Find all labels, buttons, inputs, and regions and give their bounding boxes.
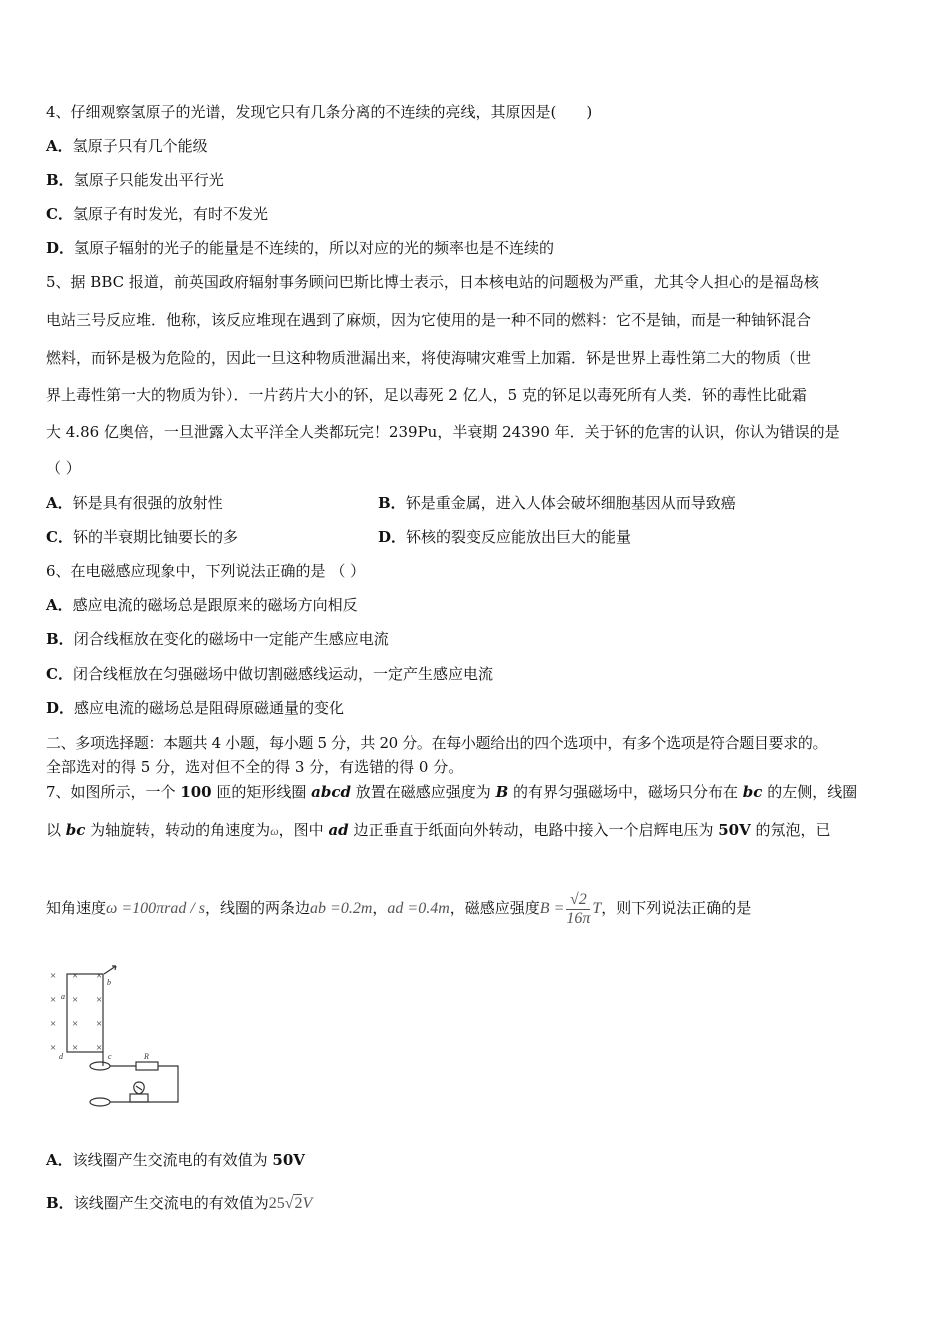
q5-stem-line: 界上毒性第一大的物质为钋）．一片药片大小的钚，足以毒死 2 亿人，5 克的钚足以毒死所有人类．钚的毒性比砒霜 [46, 386, 807, 404]
q5-stem-line: 5、据 BBC 报道，前英国政府辐射事务顾问巴斯比博士表示，日本核电站的问题极为严重，尤其令人担心的是福岛核 [46, 273, 819, 291]
q4-stem: 4、仔细观察氢原子的光谱，发现它只有几条分离的不连续的亮线，其原因是( ) [46, 103, 593, 121]
label-a: a [61, 992, 65, 1001]
svg-text:×: × [72, 1018, 79, 1030]
label-d: d [59, 1052, 63, 1061]
section2-note: 全部选对的得 5 分，选对但不全的得 3 分，有选错的得 0 分。 [46, 758, 464, 776]
omega-formula: ω =100πrad / s [106, 900, 206, 917]
q5-option-c: C．钚的半衰期比铀要长的多 [46, 528, 238, 546]
svg-text:×: × [72, 970, 79, 982]
q6-option-a: A．感应电流的磁场总是跟原来的磁场方向相反 [46, 596, 358, 614]
field-crosses [50, 970, 102, 1054]
q5-option-b: B．钚是重金属，进入人体会破坏细胞基因从而导致癌 [378, 494, 736, 512]
q6-option-c: C．闭合线框放在匀强磁场中做切割磁感线运动，一定产生感应电流 [46, 665, 493, 683]
q5-stem-line: 电站三号反应堆．他称，该反应堆现在遇到了麻烦，因为它使用的是一种不同的燃料：它不是铀，而是一种铀钚混合 [46, 311, 812, 329]
rotation-arrow [104, 966, 116, 974]
q6-stem: 6、在电磁感应现象中，下列说法正确的是 （ ） [46, 562, 366, 580]
q7-stem-line2: 以 bc 为轴旋转，转动的角速度为ω，图中 ad 边正垂直于纸面向外转动，电路中接入一个启辉电压为 50V 的氖泡，已 [46, 821, 831, 839]
slip-ring-bottom [90, 1098, 110, 1106]
q7-option-b: B．该线圈产生交流电的有效值为25√2V [46, 1194, 313, 1212]
q7-stem-line1: 7、如图所示，一个 100 匝的矩形线圈 abcd 放置在磁感应强度为 B 的有界匀强磁场中，磁场只分布在 bc 的左侧，线圈 [46, 783, 858, 801]
b-formula: B = [539, 900, 565, 917]
ab-formula: ab =0.2m [310, 900, 373, 917]
q7-option-a: A．该线圈产生交流电的有效值为 50V [46, 1151, 305, 1169]
section2-header: 二、多项选择题：本题共 4 小题，每小题 5 分，共 20 分。在每小题给出的四个选项中，有多个选项是符合题目要求的。 [46, 734, 828, 752]
svg-text:×: × [50, 970, 57, 982]
q5-stem-line: 燃料，而钚是极为危险的，因此一旦这种物质泄漏出来，将使海啸灾难雪上加霜．钚是世界上毒性第二大的物质（世 [46, 349, 812, 367]
q4-option-b: B．氢原子只能发出平行光 [46, 171, 224, 189]
q5-stem-line: （ ） [46, 459, 81, 477]
slip-ring-top [90, 1062, 110, 1070]
coil [67, 974, 103, 1052]
q5-option-a: A．钚是具有很强的放射性 [46, 494, 223, 512]
ad-formula: ad =0.4m [387, 900, 450, 917]
q4-option-d: D．氢原子辐射的光子的能量是不连续的，所以对应的光的频率也是不连续的 [46, 239, 555, 257]
svg-text:×: × [50, 994, 57, 1006]
label-r: R [144, 1052, 149, 1061]
q4-option-c: C．氢原子有时发光，有时不发光 [46, 205, 268, 223]
q5-option-d: D．钚核的裂变反应能放出巨大的能量 [378, 528, 632, 546]
b-fraction: $\frac{√2}{16\pi}$ [566, 890, 591, 927]
label-c: c [108, 1052, 112, 1061]
q5-stem-line: 大 4.86 亿奥倍，一旦泄露入太平洋全人类都玩完！239Pu，半衰期 24390 年．关于钚的危害的认识，你认为错误的是 [46, 423, 840, 441]
svg-text:×: × [96, 970, 103, 982]
svg-text:×: × [72, 994, 79, 1006]
q7-stem-line3: 知角速度ω =100πrad / s，线圈的两条边ab =0.2m，ad =0.4m，磁感应强度B = $\frac{√2}{16\pi}$ T，则下列说法正确的是 [46, 890, 752, 927]
svg-text:×: × [50, 1042, 57, 1054]
svg-text:×: × [72, 1042, 79, 1054]
q4-option-a: A．氢原子只有几个能级 [46, 137, 208, 155]
label-b: b [107, 978, 111, 987]
q6-option-b: B．闭合线框放在变化的磁场中一定能产生感应电流 [46, 630, 389, 648]
svg-text:×: × [50, 1018, 57, 1030]
q6-option-d: D．感应电流的磁场总是阻碍原磁通量的变化 [46, 699, 345, 717]
neon-bulb-icon [128, 1082, 150, 1102]
svg-text:×: × [96, 994, 103, 1006]
svg-text:×: × [96, 1042, 103, 1054]
circuit-figure [44, 962, 184, 1114]
resistor [136, 1062, 158, 1070]
svg-text:×: × [96, 1018, 103, 1030]
